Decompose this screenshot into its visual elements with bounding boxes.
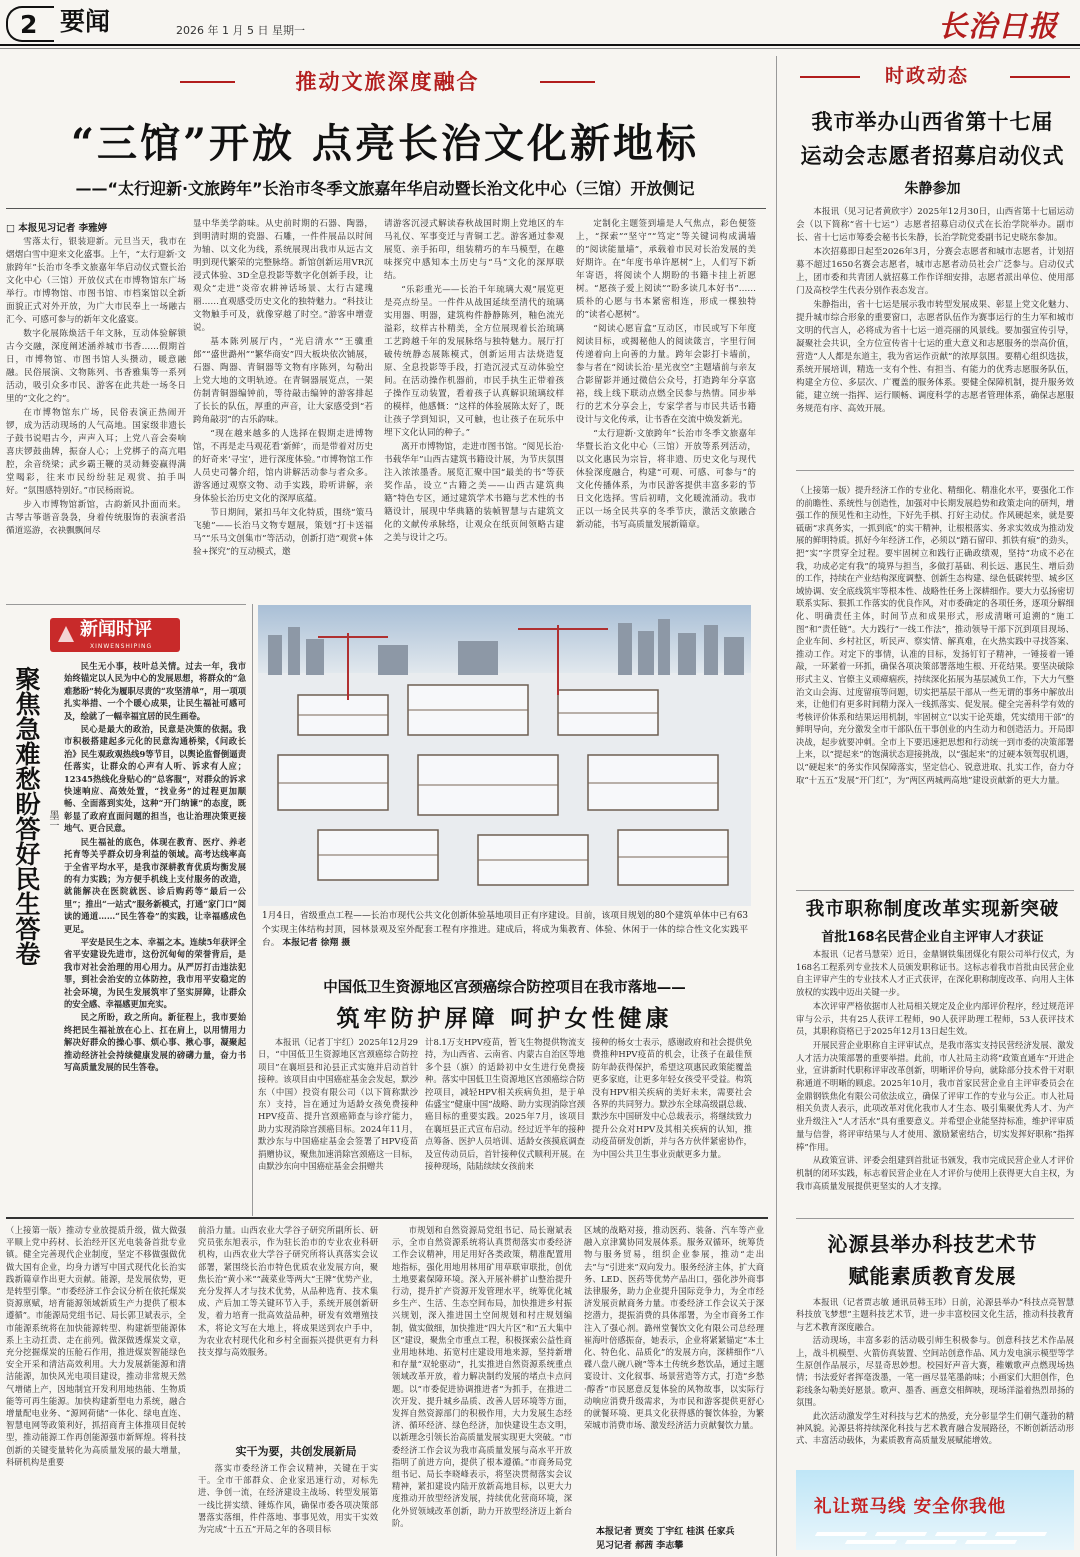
commentary-body xyxy=(64,660,246,1205)
paragraph: 定制化主题签到墙是人气焦点，彩色便签上，“探索”“坚守”“笃定”等关键词构成满墙的“阅读能量墙”，承载着市民对长治发展的美好期许。在“年度书单许愿树”上，人们写下新年寄语，将阅读个人期盼的书籍卡挂上祈愿树。“愿孩子爱上阅读”“盼多读几本好书”……质朴的心愿与书本紧密相连，形成一棵独特的“读者心愿树”。 xyxy=(576,219,756,320)
masthead-rule-thin xyxy=(0,48,1080,49)
paragraph: 步入市博物馆新馆，古韵新风扑面而来。古琴古筝谐音袅袅，身着传统服饰的表演者沿循道巡游，衣袂飘飘间尽 xyxy=(6,500,186,536)
section-header-line-left xyxy=(800,76,860,78)
bottom-column-3 xyxy=(392,1224,572,1552)
paragraph: 在市博物馆东广场，民俗表演正热闹开锣，成为活动现场的人气高地。国家级非遗长子鼓书说唱古今，声声入耳；上党八音会奏响喜庆锣鼓曲牌，振奋人心；上党梆子的高亢唱腔，余音绕梁；武乡霸王鞭的灵动舞姿赢得满堂喝彩，往来市民纷纷驻足观赏、拍手叫好。“氛围感特别好。”市民杨雨说。 xyxy=(6,408,186,496)
paragraph: 活动现场，丰富多彩的活动吸引师生积极参与。创意科技艺术作品展上，战斗机模型、火箭仿真装置、空间站创意作品、风力发电演示模型等学生原创作品展示，尽显奇思妙想。校园好声音大赛，稚嫩歌声点燃现场热情；书法爱好者挥毫泼墨，一笔一画尽显笔墨韵味；小画家们大胆创作，色彩线条勾勒美好愿景。歌声、墨香、画意交相辉映，现场洋溢着热烈昂扬的氛围。 xyxy=(796,1335,1074,1408)
hpv-story-column-1 xyxy=(258,1036,418,1212)
paragraph: 此次活动激发学生对科技与艺术的热爱，充分彰显学生们朝气蓬勃的精神风貌。沁源县将持续深化科技与艺术教育融合发展路径，不断创新活动形式、丰富活动载体，为素质教育高质量发展赋能增效。 xyxy=(796,1410,1074,1446)
zebra-stripe xyxy=(965,1540,1017,1544)
paragraph: 本次招募即日起至2026年3月，分赛会志愿者和城市志愿者，计划招募不超过1650名赛会志愿者，城市志愿者动员社会广泛参与。启动仪式上，团市委和共青团人就招募工作作详细安排，志愿者派出单位、使用部门及高校学生代表分别作表态发言。 xyxy=(796,247,1074,296)
commentary-badge-en: XINWENSHIPING xyxy=(90,643,153,650)
zebra-stripe xyxy=(995,1532,1047,1536)
divider xyxy=(796,470,1074,471)
bottom-column-4 xyxy=(584,1224,764,1518)
paragraph: 本报讯（见习记者黄欣宇）2025年12月30日，山西省第十七届运动会（以下简称“省十七运”）志愿者招募启动仪式在长治学院举办。副市长、省十七运市筹委会秘书长朱静，长治学院党委副书记史晓东参加。 xyxy=(796,207,1074,243)
main-story-column-4 xyxy=(576,218,756,594)
right-bottom-headline-1: 沁源县举办科技艺术节 xyxy=(827,1232,1038,1256)
paragraph: 民心是最大的政治，民意是决策的依据。我市积极搭建起多元化的民意沟通桥梁，《问政长治》民生观政观热线9等节目，以舆论监督倒逼责任落实，让群众的心声有人听、诉求有人应；12345热线化身贴心的“总客服”，对群众的诉求快速响应、高效处置，“找业务”的过程更加顺畅、全面落到实处，这种“开门纳谏”的态度，既彰显了政府直面问题的担当，也让治理决策更接地气、更合民意。 xyxy=(64,724,246,834)
paragraph: 开展民营企业职称自主评审试点，是我市落实支持民营经济发展、激发人才活力决策部署的重要举措。此前，市人社局主动将“政策直通车”开进企业，宣讲新时代职称评审改革创新，明晰评价导向，就除部分技术骨干对职称通道不明晰的顾虑。2025年10月，我市首家民营企业自主评审委员会在金鼎钢铁焦化有限公司依法成立，确保了评审工作的专业与公正。市人社局相关负责人表示，此项改革对优化我市人才生态、吸引集聚优秀人才、为产业升级注入“人才活水”具有重要意义。并希望企业能坚持标准，维护评审质量与信誉，将评审结果与人才使用、激励紧密结合，切实发挥好职称“指挥棒”作用。 xyxy=(796,1039,1074,1152)
commentary-badge: 新闻时评 xyxy=(50,618,180,652)
paragraph: “现在越来越多的人选择在假期走进博物馆，不再是走马观花看‘新鲜’，而是带着对历史的好奇来‘寻宝’，进行深度体验。”市博物馆工作人员史司馨介绍，馆内讲解活动参与者众多。游客通过观察文物、动手实践，聆听讲解，亲身体验长治历史文化的深厚底蕴。 xyxy=(193,429,373,504)
right-section-label: 时政动态 xyxy=(885,65,970,87)
section-header-line-right xyxy=(1010,76,1070,78)
paragraph: 本报讯（记者丁宇红）2025年12月29日，“中国低卫生资源地区宫颈癌综合防控项目”在襄垣县和沁县正式实施并启动首针接种。该项目由中国癌症基金会发起，默沙东（中国）投资有限公司（以下简称默沙东）支持，旨在通过为适龄女孩免费接种HPV疫苗、提升宫颈癌筛查与诊疗能力，助力实现消除宫颈癌目标。2024年11月，默沙东与中国癌症基金会签署了HPV疫苗捐赠协议，聚焦加速消除宫颈癌这一目标，由默沙东向中国癌症基金会捐赠共 xyxy=(258,1037,418,1172)
paragraph: 市规划和自然资源局党组书记、局长谢斌表示，全市自然资源系统将认真贯彻落实市委经济工作会议精神，用足用好各类政策，精准配置用地指标，强化用地用林用矿用草联审联批，创优土地要素保障环境。深入开展补耕扩山整治提升行动，提升扩产资源开发管理水平，统筹优化城乡生产、生活、生态空间布局，加快推进乡村振兴规划，深入推进国土空间规划和村庄规划编制，做实做细，加快推进“四大片区”和“五大集中区”建设，聚焦全市重点工程，积极探索公益性商业用地林地、拓宽村庄建设用地来源，坚持新增和存量“双轮驱动”，扎实推进自然资源系统重点领域改革开放，着力解决制约发展的堵点卡点问题。以“市委促进协调推进者”为抓手，在推进二次开发、提升城乡品质、改善人居环境等方面，发挥自然资源部门的积极作用，大力发展生态经济、循环经济、绿色经济，加快建设生态文明，以新理念引领长治高质量发展实现更大突破。“市委经济工作会议为我市高质量发展与高水平开放指明了前进方向，提供了根本遵循。”市商务局党组书记、局长李晓峰表示，将坚决贯彻落实会议精神，紧扣建设内陆开放新高地目标，以更大力度推动开放型经济发展，持续优化营商环境，深化外贸领域改革创新，助力开放型经济迈上新台阶。 xyxy=(392,1225,572,1528)
main-story-column-3 xyxy=(384,218,564,594)
right-top-headline-1: 我市举办山西省第十七届 xyxy=(811,109,1054,134)
page-number: 2 xyxy=(6,6,54,42)
bottom-column-2b xyxy=(198,1462,378,1552)
hpv-story-headline: 筑牢防护屏障 呵护女性健康 xyxy=(336,1005,673,1032)
zebra-stripe xyxy=(905,1540,957,1544)
paragraph: 节日期间，紧扣马年文化特质，围绕“策马飞驰”——长治马文物专题展，策划“打卡送福马”“乐马文创集市”等活动，创新打造“观赏+体验+探究”的互动模式，邀 xyxy=(193,508,373,557)
paragraph: 从政策宣讲、评委会组建到首批证书颁发，我市完成民营企业人才评价机制的闭环实践，标志着民营企业在人才评价与使用上获得更大自主权，为我市高质量发展提供更坚实的人才支撑。 xyxy=(796,1155,1074,1191)
construction-site-photo xyxy=(258,605,751,906)
photo-caption xyxy=(262,910,748,951)
right-mid-headline: 我市职称制度改革实现新突破 xyxy=(805,899,1060,920)
paragraph: 接种的杨女士表示，感谢政府和社会提供免费推种HPV疫苗的机会，让孩子在最佳预防年龄获得保护，希望这项惠民政策能覆盖更多家庭，让更多年轻女孩受平受益。构筑没有HPV相关疾病的美好未来，需要社会各界的共同努力。默沙东全球高级副总裁、默沙东中国研发中心总裁表示，将继续致力提升公众对HPV及其相关疾病的认知，推动疫苗研发创新，并与各方伙伴紧密协作，为中国公共卫生事业贡献更多力量。 xyxy=(592,1037,752,1159)
paragraph: 基本陈列展厅内，“光启清水”“王骥重郎”“盛世潞州”“繁华商安”四大板块依次铺展，石器、陶器、青铜器等文物有序陈列，勾勒出上党大地的文明轨迹。在青铜器展览点，一架仿制青铜器编钟前，等待敲击编钟的游客排起了长长的队伍，厚重的声音，让大家感受到“若跨角敲羽”的古乐韵味。 xyxy=(193,337,373,425)
main-story-column-1 xyxy=(6,236,186,594)
hpv-story-column-3 xyxy=(592,1036,752,1212)
zebra-stripe xyxy=(815,1532,867,1536)
right-column-divider xyxy=(776,56,777,1556)
paragraph: 民之所盼，政之所向。新征程上，我市要始终把民生福祉放在心上、扛在肩上，以用情用力解决好群众的操心事、烦心事、揪心事，凝聚起推动经济社会持续健康发展的磅礴力量，奋力书写高质量发展的民生答卷。 xyxy=(64,1012,246,1072)
jump-story-body xyxy=(796,484,1074,882)
paragraph: 前沿力量。山西农业大学谷子研究所副所长、研究员张东旭表示，作为驻长治市的专业农业科研机构，山西农业大学谷子研究所将认真落实会议部署，紧围绕长治市特色优质农业发展方向，聚焦长治“黄小米”“蔬菜业等两大“王牌”优势产业，充分发挥人才与技术优势，从品种选育、技术集成、产后加工等关键环节入手，系统开展创新研发，着力培育一批高效益品种，研发有效增殖技术，将论文写在大地上，将成果送到农户手中，为农业农村现代化和乡村全面振兴提供更有力科技支撑与高效服务。 xyxy=(198,1225,378,1358)
main-subhead: ——“太行迎新·文旅跨年”长治市冬季文旅嘉年华启动暨长治文化中心（三馆）开放侧记 xyxy=(75,179,695,198)
bottom-credits-2: 见习记者 郝茜 李志攀 xyxy=(596,1541,684,1551)
paragraph: 本次评审严格依据市人社局相关规定及企业内部评价程序，经过规范评审与公示，共有25人获评工程师，90人获评助理工程师，53人获评技术员，其职称资格已于2025年12月13日起生效。 xyxy=(796,1000,1074,1037)
paragraph: 数字化展陈焕活千年文脉，互动体验解锁古今交融，深度阐述涵养城市书香……假期首日，市博物馆、市图书馆人头攒动，暖意融融。民俗展演、文物陈列、书香雅集等一系列活动，吸引众多市民、游客在此共赴一场冬日里的“文化之约”。 xyxy=(6,329,186,404)
paragraph: “阅读心愿盲盒”互动区，市民或写下年度阅读目标，或揭秘他人的阅读箴言，字里行间传递着向上向善的力量。跨年会影打卡墙前，参与者在“阅读长治·星光夜空”主题墙前与亲友合影留影并通过微信公众号，打造跨年分享富裕，线上线下联动点燃全民参与热情。同步举行的艺术分享会上，专家学者与市民共话书籍设计与文化传承，让书香在交流中焕发新光。 xyxy=(576,324,756,425)
safety-banner-text: 礼让斑马线 安全你我他 xyxy=(814,1497,1007,1517)
paragraph: （上接第一版）提升经济工作的专业化、精细化、精准化水平，要强化工作的前瞻性、系统性与创造性，加强对中长期发展趋势和政策走向的研判，增强工作的预见性和主动性，下好先手棋、打好主动仗。作风硬起来，就是要砥砺“求真务实，一抓到底”的实干精神，让根根落实、务求实效成为推动发展的鲜明特质。抓好今年经济工作，必须以“踏石留印、抓铁有痕”的劲头，把“实”字贯穿全过程。要牢固树立和践行正确政绩观，坚持“功成不必在我，功成必定有我”的境界与担当，多做打基础、利长远、惠民生、增后劲的工作，持续在产业结构深度调整、创新生态构建、绿色低碳转型、城乡区域协调、安全底线筑牢等根本性、战略性任务上深耕细作。要大力弘扬密切联系实际、狠抓工作落实的优良作风，对市委确定的各项任务，逐项分解细化、明确责任主体，时间节点和成果形式，形成清晰可追溯的“施工图”和“责任链”。大力践行“一线工作法”，推动领导干部下沉到项目现场、企业车间、乡村社区，听民声、察实情、解真难，在火热实践中寻找答案、推动工作。对定下的事情，认准的目标，发扬钉钉子精神，一锤接着一锤敲，一环紧着一环抓，确保各项决策部署落地生根、开花结果。要坚决破除形式主义、官僚主义顽瘴痼疾，持续深化拓展为基层减负工作，下大力气整治文山会海、过度留痕等问题，切实把基层干部从一些无谓的事务中解放出来，让他们有更多时间精力深入一线抓落实、促发展。健全完善科学有效的考核评价体系和结果运用机制，牢固树立“以实干论英雄，凭实绩用干部”的鲜明导向，充分激发全市干部队伍干事创业的内生动力和创造活力。开局即决战，起步就要冲刺。全市上下要迅速把思想和行动统一到市委的决策部署上来，以“提起来”的饱满状态迎接挑战，以“强起来”的过硬本领驾驭机遇，以“硬起来”的务实作风保障落实，坚定信心、锐意进取、扎实工作，奋力夺取“十五五”发展“开门红”，为“两区两城两高地”建设贡献新的更大力量。 xyxy=(796,485,1074,785)
bottom-subheading: 实干为要，共创发展新局 xyxy=(235,1445,357,1458)
masthead-rule xyxy=(0,44,1080,46)
right-mid-body xyxy=(796,948,1074,1212)
commentary-title: 聚焦急难愁盼答好民生答卷 xyxy=(12,666,41,966)
paragraph: 显中华美学韵味。从史前时期的石器、陶器，到明清时期的瓷器、石雕，一件件展品以时间为轴、以文化为线，系统展现出我市从远古文明到现代繁荣的完整脉络。新馆创新运用VR沉浸式体验、3D全息投影等数字化创新手段，让观众“走进”炎帝农耕神话场景、太行古建瑰丽……直观感受历史文化的独特魅力。“科技让文物触手可及，就像穿越了时空。”游客申增壹说。 xyxy=(193,219,373,333)
paragraph: 区域的战略对接，推动医药、装备、汽车等产业融入京津冀协同发展体系。服务双循环，统筹货物与服务贸易，组织企业参展，推动“走出去”与“引进来”双向发力。服务经济主体，扩大商务、LED、医药等优势产品出口，强化涉外商事法律服务，助力企业提升国际竞争力，为全市经济发展贡献商务力量。市委经济工作会议关于深挖潜力，提振消费的具体部署，为全市商务工作注入了强心剂。潞州堂餐饮文化有限公司总经理崔海叶倍感振奋，她表示，企业将紧紧锚定“本土化、特色化、品质化”的发展方向，深耕细作“八碟八盘八碗八碗”等本土传统乡愁饮品，通过主题宴设计、文化叙事、场景营造等方式，打造“乡愁·醇香”市民愿意反复体验的风物故事，以实际行动响应消费升级需求，为市民和游客提供更舒心的就餐环境、更具文化获得感的餐饮体验，为繁荣城市消费市场、激发经济活力贡献餐饮力量。 xyxy=(584,1225,764,1431)
photo-credit: 本报记者 徐翔 摄 xyxy=(282,938,351,948)
zebra-stripe xyxy=(935,1532,987,1536)
paragraph: 民生无小事，枝叶总关情。过去一年，我市始终锚定以人民为中心的发展思想，将群众的“急难愁盼”转化为履职尽责的“攻坚清单”，用一项项扎实举措、一个个暖心成果，让民生福祉可感可及，绘就了一幅幸福宜居的民生画卷。 xyxy=(64,661,246,721)
paragraph: 落实市委经济工作会议精神，关键在于实干。全市干部群众、企业家迅速行动，对标先进、争创一流，在经济建设主战场、转型发展第一线比拼实绩、锤炼作风，确保市委各项决策部署落实落细，件件落地、事事见效，用实干实效为完成“十五五”开局之年的各项目标 xyxy=(198,1463,378,1535)
divider xyxy=(796,1218,1074,1219)
headline-rule xyxy=(6,208,766,209)
paragraph: 请游客沉浸式解读春秋战国时期上党地区的车马礼仪、军事变迁与青铜工艺。游客通过参观展览、亲手拓印，组装精巧的车马模型，在趣味探究中感知本土历史与“马”文化的深厚联结。 xyxy=(384,219,564,281)
main-story-column-2 xyxy=(193,218,373,594)
aerial-photo-illustration xyxy=(258,605,751,906)
paragraph: 民生福祉的底色，体现在教育、医疗、养老托育等关乎群众切身利益的领域。高考达线率高于全省平均水平，是我市深耕教育优质均衡发展的有力实践；为方便手机线上支付服务的改造，就能解决在医院就医、诊后购药等“最后一公里”；推出“一站式”服务新模式，打通“家门口”阅读的通道……“民生答卷”的实践，让幸福感成色更足。 xyxy=(64,836,246,934)
paragraph: 朱静指出，省十七运是展示我市转型发展成果、彰显上党文化魅力、提升城市综合形象的重要窗口，志愿者队伍作为赛事运行的生力军和城市文明的代言人，必将成为省十七运一道亮丽的风景线。要加强宣传引导，凝聚社会共识，全方位宣传省十七运的重大意义和志愿服务的崇高价值，营造“人人都是东道主，我为省运作贡献”的浓厚氛围。要精心组织选拔，系统开展培训，精选一支有个性、有担当、有能力的优秀志愿服务队伍，构建全方位、多层次、广覆盖的服务体系。要健全保障机制，提升服务效能，建立统一指挥、运行顺畅、调度科学的志愿者管理体系，确保志愿服务规范有序、高效开展。 xyxy=(796,300,1074,414)
right-bottom-body xyxy=(796,1296,1074,1462)
paragraph: 离开市博物馆，走进市图书馆。“阅见长治·书载华年”山西古建筑书籍设计展，为节庆氛围注入浓浓墨香。展览汇聚中国“最美的书”等获奖作品，设立“古籍之美——山西古建筑典籍”特色专区，通过建筑学术书籍与艺术性的书籍设计，展现中华典籍的装帧智慧与古建筑文化的文献传承脉络，让观众在纸页间领略古建之美与设计之巧。 xyxy=(384,442,564,543)
main-headline: “三馆”开放 点亮长治文化新地标 xyxy=(71,120,699,167)
right-top-headline-2: 运动会志愿者招募启动仪式 xyxy=(800,143,1065,168)
page-section-title: 要闻 xyxy=(60,7,111,36)
bottom-column-1 xyxy=(6,1224,186,1552)
zebra-stripe xyxy=(875,1532,927,1536)
photo-caption-text: 1月4日，省级重点工程——长治市现代公共文化创新体验基地项目正有序建设。目前，该项目规划的80个建筑单体中已有63个实现主体结构封顶，园林景观及室外配套工程有序推进。建成后，将成为集教育、体验、休闲于一体的综合性文化实践平台。 xyxy=(262,911,748,948)
right-top-subtitle: 朱静参加 xyxy=(904,181,961,197)
bottom-section-rule xyxy=(6,1217,768,1219)
bottom-column-2 xyxy=(198,1224,378,1438)
paragraph: （上接第一版）推动专业放提质升级，做大做强平顺上党中药材、长治经开区光电装备首批专业镇。健全完善现代企业制度，坚定不移做强做优做大国有企业，均身力谱写中国式现代化长治实践新篇章作出更大贡献。能源，是发展依势，更是转型引擎。“市委经济工作会议分析在依托煤炭资源禀赋，培育能源领域新质生产力提供了根本遵循”。市能源局党组书记、局长郭卫斌表示，全市能源系统将在加快能源转型、构建新型能源体系上主动扛责、走在前列。做深做透煤炭文章，充分挖掘煤炭的压舱石作用，推进煤炭智能绿色安全开采和清洁高效利用。大力发展新能源和清洁能源，加快风光电项目建设，推动非常规天然气增储上产，因地制宜开发利用地热能、生物质能等可再生能源。加快构建新型电力系统，融合增量配电业务、“源网荷储”一体化、绿电直连、智慧电网等政策利好，抓招商育主体推项目促转型，推动能源工作再创能源强市新辉煌。将科技创新的关键变量转化为高质量发展的最大增量，科研机构是重要 xyxy=(6,1225,186,1467)
column-divider xyxy=(252,604,253,1216)
zebra-stripe xyxy=(845,1540,897,1544)
right-top-body xyxy=(796,206,1074,456)
divider xyxy=(6,604,246,605)
newspaper-logo: 长治日报 xyxy=(938,9,1059,43)
hpv-story-kicker: 中国低卫生资源地区宫颈癌综合防控项目在我市落地—— xyxy=(323,980,686,996)
main-byline: □ 本报见习记者 李雅婷 xyxy=(6,223,108,234)
commentary-author: 墨一 xyxy=(47,810,58,830)
publication-date: 2026 年 1 月 5 日 星期一 xyxy=(176,24,305,37)
paragraph: 雪落太行，银装迎新。元旦当天，我市在熠熠白雪中迎来文化盛事。上午，“太行迎新·文旅跨年”长治市冬季文旅嘉年华启动仪式暨长治文化中心（三馆）开放仪式在市博物馆东广场举行。市博物馆、市图书馆、市档案馆以全新面貌正式对外开放，为广大市民奉上一场融古汇今、可感可参与的新年文化盛宴。 xyxy=(6,237,186,325)
hpv-story-column-2 xyxy=(425,1036,585,1212)
paragraph: 本报讯（记者贾志敏 通讯员韩玉玮）日前，沁源县举办“科技点亮智慧 科技放飞梦想”主题科技艺术节，进一步丰富校园文化生活，推动科技教育与艺术教育深度融合。 xyxy=(796,1297,1074,1332)
paragraph: 计8.1万支HPV疫苗，暂飞生物提供物流支持，为山西省、云南省、内蒙古自治区等地多个县（旗）的适龄初中女生进行免费接种。落实中国低卫生资源地区宫颈癌综合防控项目，减轻HPV相关疾病负担，是于单佑盛宝“健康中国”战略、助力实现消除宫颈癌目标的重要实践。2025年7月，该项目在襄垣县正式宣布启动。经过近半年的接种点筹备、医护人员培训、适龄女孩摸底调查及宣传动员后，首针接种仪式顺利开展。在接种现场，陆陆续续女孩前来 xyxy=(425,1037,585,1172)
right-bottom-headline-2: 赋能素质教育发展 xyxy=(848,1264,1017,1288)
badge-decoration-icon xyxy=(56,624,76,644)
bottom-credits-1: 本报记者 贾奕 丁宇红 桂淇 任家兵 xyxy=(596,1527,735,1537)
right-mid-subheadline: 首批168名民营企业自主评审人才获证 xyxy=(821,930,1044,945)
masthead xyxy=(0,0,1080,46)
paragraph: 平安是民生之本、幸福之本。连续5年获评全省平安建设先进市，这份沉甸甸的荣誉背后，是我市对社会治理的用心用力。从严厉打击违法犯罪，到社会治安的立体防控，我市用平安稳定的社会环境，为民生发展筑牢了坚实屏障，让群众的安全感、幸福感更加充实。 xyxy=(64,936,246,1009)
divider xyxy=(796,890,1074,891)
series-banner: 推动文旅深度融合 xyxy=(240,66,535,98)
paragraph: “乐彩重光——长治千年琉璃大观”展览更是亮点纷呈。一件件从战国延续至清代的琉璃实用器、明器，建筑构件静静陈列，釉色流光溢彩，纹样古朴精美，全方位展现着长治琉璃工艺跨越千年的发展脉络与独特魅力。展厅打破传统静态展陈模式，创新运用古法烧造复原、全息投影等手段，打造沉浸式互动体验空间。在活动操作机器前，市民手执生正带着孩子操作互动装置，看着孩子认真解识琉璃纹样的模样，他感慨：“这样的体验展陈太好了，既让孩子学到知识，又可触，也让孩子在玩乐中埋下文化认同的种子。” xyxy=(384,285,564,438)
paragraph: “太行迎新·文旅跨年”长治市冬季文旅嘉年华暨长治文化中心（三馆）开放等系列活动，以文化惠民为宗旨，将非遗、历史文化与现代休验深度融合，构建“可观、可感、可参与”的文化传播体系，为市民游客提供丰富多彩的节日文化选择。雪后初晴，文化暖流涌动。我市正以一场全民共享的冬季节庆，激活文旅融合新动能，书写高质量发展新篇章。 xyxy=(576,429,756,530)
paragraph: 本报讯（记者马慧荣）近日，金鼎钢铁集团煤化有限公司举行仪式，为168名工程系列专业技术人员颁发职称证书。这标志着我市首批由民营企业自主评审产生的专业技术人才正式获评，在深化职称制度改革、向用人主体放权的实践中迈出关键一步。 xyxy=(796,949,1074,998)
